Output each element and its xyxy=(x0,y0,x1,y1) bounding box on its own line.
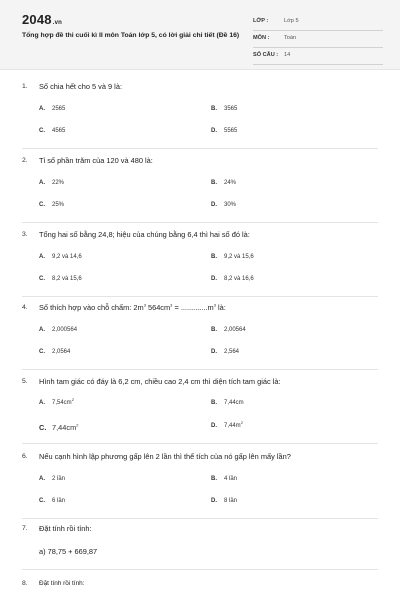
option-letter: A. xyxy=(39,400,45,406)
option-letter: C. xyxy=(39,423,47,432)
answer-option-b[interactable] xyxy=(211,106,237,112)
option-text: 3565 xyxy=(224,106,238,112)
option-text: 7,54cm xyxy=(52,400,72,406)
option-text: 9,2 và 15,6 xyxy=(224,254,254,260)
option-text: 2 lần xyxy=(52,476,66,482)
answer-option-b[interactable] xyxy=(211,327,246,333)
meta-value: Lớp 5 xyxy=(284,18,299,24)
option-text: 22% xyxy=(52,180,65,186)
sub-question: a) 78,75 + 669,87 xyxy=(39,547,98,556)
logo-suffix: .vn xyxy=(52,20,63,26)
meta-label: LỚP : xyxy=(253,18,269,24)
divider xyxy=(22,296,378,297)
answer-option-a[interactable] xyxy=(39,476,65,482)
meta-row-subject xyxy=(253,31,383,48)
option-letter: D. xyxy=(211,349,217,355)
answer-option-b[interactable] xyxy=(211,180,236,186)
site-logo[interactable] xyxy=(22,12,62,27)
option-letter: A. xyxy=(39,254,45,260)
divider xyxy=(22,569,378,570)
question-number: 8. xyxy=(22,580,28,587)
option-text: 2565 xyxy=(52,106,66,112)
answer-option-a[interactable] xyxy=(39,106,65,112)
question-text xyxy=(39,303,226,312)
option-text: 30% xyxy=(224,202,237,208)
divider xyxy=(22,443,378,444)
question-number: 7. xyxy=(22,525,28,532)
question-text: Hình tam giác có đáy là 6,2 cm, chiều cao 2,4 cm thì diện tích tam giác là: xyxy=(39,377,281,386)
question-number: 2. xyxy=(22,157,28,164)
answer-option-c[interactable] xyxy=(39,202,64,208)
divider xyxy=(22,518,378,519)
answer-option-c[interactable] xyxy=(39,276,82,282)
question-number: 1. xyxy=(22,83,28,90)
question-number: 4. xyxy=(22,304,28,311)
option-letter: C. xyxy=(39,276,45,282)
option-letter: C. xyxy=(39,202,45,208)
exponent: 3 xyxy=(143,302,146,308)
answer-option-a[interactable] xyxy=(39,327,77,333)
document-meta xyxy=(253,14,383,65)
meta-label: SỐ CÂU : xyxy=(253,52,279,58)
option-letter: C. xyxy=(39,498,45,504)
answer-option-a[interactable] xyxy=(39,397,74,406)
answer-option-c[interactable] xyxy=(39,128,65,134)
option-text: 9,2 và 14,6 xyxy=(52,254,82,260)
answer-option-d[interactable] xyxy=(211,202,236,208)
option-text: 6 lần xyxy=(52,498,66,504)
option-letter: D. xyxy=(211,202,217,208)
document-title: Tổng hợp đề thi cuối kì II môn Toán lớp 5, có lời giải chi tiết (Đề 16) xyxy=(22,32,240,39)
option-letter: B. xyxy=(211,254,217,260)
option-text: 2,0564 xyxy=(52,349,71,355)
option-letter: A. xyxy=(39,180,45,186)
exponent: 2 xyxy=(71,397,74,402)
option-letter: B. xyxy=(211,106,217,112)
question-text: Nếu cạnh hình lập phương gấp lên 2 lần thì thể tích của nó gấp lên mấy lần? xyxy=(39,452,291,461)
exponent: 2 xyxy=(76,422,79,428)
meta-label: MÔN : xyxy=(253,35,270,41)
question-text-part: = .............m xyxy=(172,303,214,312)
option-letter: B. xyxy=(211,400,217,406)
answer-option-a[interactable] xyxy=(39,180,64,186)
question-text: Đặt tính rồi tính: xyxy=(39,524,92,533)
option-text: 25% xyxy=(52,202,65,208)
option-text: 4565 xyxy=(52,128,66,134)
option-letter: D. xyxy=(211,498,217,504)
question-text: Tỉ số phần trăm của 120 và 480 là: xyxy=(39,156,153,165)
option-text: 2,000564 xyxy=(52,327,78,333)
question-number: 5. xyxy=(22,378,28,385)
answer-option-d[interactable] xyxy=(211,128,237,134)
answer-option-c[interactable] xyxy=(39,349,70,355)
meta-row-class xyxy=(253,14,383,31)
option-text: 8,2 và 15,6 xyxy=(52,276,82,282)
option-text: 24% xyxy=(224,180,237,186)
option-letter: C. xyxy=(39,349,45,355)
divider xyxy=(22,148,378,149)
option-letter: B. xyxy=(211,476,217,482)
answer-option-c[interactable] xyxy=(39,498,65,504)
option-text: 4 lần xyxy=(224,476,238,482)
option-text: 7,44m xyxy=(224,423,241,429)
option-text: 7,44cm xyxy=(224,400,244,406)
logo-text: 2048 xyxy=(22,12,52,27)
option-letter: A. xyxy=(39,327,45,333)
option-letter: A. xyxy=(39,476,45,482)
option-text: 8 lần xyxy=(224,498,238,504)
option-letter: D. xyxy=(211,276,217,282)
option-text: 2,564 xyxy=(224,349,240,355)
meta-value: Toán xyxy=(284,35,297,41)
option-text: 5565 xyxy=(224,128,238,134)
exponent: 3 xyxy=(170,302,173,308)
exponent: 3 xyxy=(213,302,216,308)
answer-option-d[interactable] xyxy=(211,420,243,429)
answer-option-b[interactable] xyxy=(211,476,237,482)
question-text: Số chia hết cho 5 và 9 là: xyxy=(39,82,122,91)
question-text-part: là: xyxy=(215,303,226,312)
option-letter: C. xyxy=(39,128,45,134)
divider xyxy=(22,369,378,370)
document-header xyxy=(0,0,400,70)
option-letter: D. xyxy=(211,423,217,429)
divider xyxy=(22,222,378,223)
question-text-part: Số thích hợp vào chỗ chấm: 2m xyxy=(39,303,144,312)
question-text: Đặt tính rồi tính: xyxy=(39,580,85,587)
answer-option-d[interactable] xyxy=(211,498,237,504)
option-text: 8,2 và 16,6 xyxy=(224,276,254,282)
question-text-part: 564cm xyxy=(145,303,171,312)
option-text: 7,44cm xyxy=(52,423,77,432)
answer-option-d[interactable] xyxy=(211,276,254,282)
option-text: 2,00564 xyxy=(224,327,246,333)
option-letter: D. xyxy=(211,128,217,134)
question-text: Tổng hai số bằng 24,8; hiệu của chúng bằng 6,4 thì hai số đó là: xyxy=(39,230,250,239)
meta-value: 14 xyxy=(284,52,291,58)
answer-option-b[interactable] xyxy=(211,400,244,406)
answer-option-d[interactable] xyxy=(211,349,239,355)
option-letter: B. xyxy=(211,180,217,186)
meta-row-count xyxy=(253,48,383,65)
option-letter: B. xyxy=(211,327,217,333)
option-letter: A. xyxy=(39,106,45,112)
answer-option-c[interactable] xyxy=(39,423,78,432)
answer-option-b[interactable] xyxy=(211,254,254,260)
answer-option-a[interactable] xyxy=(39,254,82,260)
exponent: 2 xyxy=(240,420,243,425)
question-number: 6. xyxy=(22,453,28,460)
question-number: 3. xyxy=(22,231,28,238)
